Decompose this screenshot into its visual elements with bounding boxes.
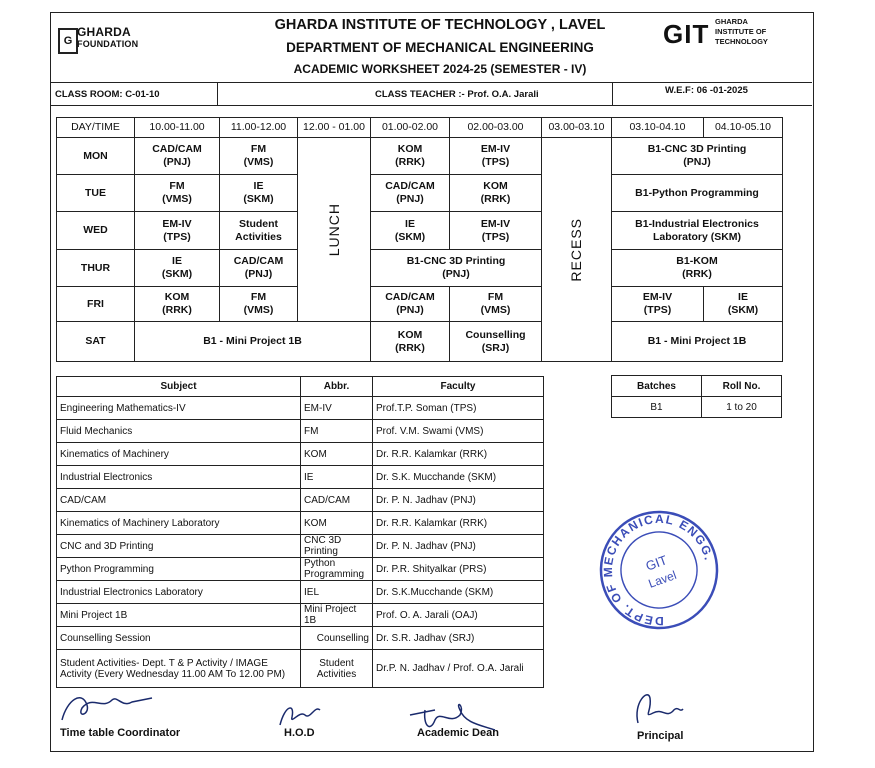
roll-no-header: Roll No. — [702, 376, 782, 397]
timetable-cell — [135, 138, 220, 175]
cell-faculty: (RRK) — [480, 193, 511, 205]
table-row — [57, 397, 544, 420]
stamp-ring-text: DEPT. OF MECHANICAL ENGG. — [600, 511, 717, 629]
timetable-cell — [450, 287, 542, 322]
git-logo-line1: GHARDA — [715, 17, 748, 26]
day-label: WED — [57, 212, 135, 250]
coordinator-label: Time table Coordinator — [60, 727, 181, 739]
stamp-center-lavel: Lavel — [646, 567, 679, 591]
timetable-row-wed — [57, 212, 783, 250]
cell-faculty: (VMS) — [162, 193, 192, 205]
table-row — [57, 558, 544, 581]
table-row — [57, 535, 544, 558]
subject-faculty: Dr. S.R. Jadhav (SRJ) — [373, 627, 544, 650]
cell-subject: IE — [405, 217, 415, 230]
subject-name: CNC and 3D Printing — [57, 535, 301, 558]
timetable-row-thur — [57, 250, 783, 287]
cell-faculty: (PNJ) — [396, 193, 424, 205]
timetable-row-sat — [57, 322, 783, 362]
timetable-cell — [371, 322, 450, 362]
timetable-cell — [220, 212, 298, 250]
cell-subject: KOM — [164, 291, 190, 303]
cell-faculty: (PNJ) — [396, 304, 424, 316]
timetable-cell — [371, 175, 450, 212]
slot-header: 03.00-03.10 — [542, 118, 612, 138]
timetable-cell — [371, 287, 450, 322]
timetable-cell — [135, 322, 371, 362]
slot-header: 12.00 - 01.00 — [298, 118, 371, 138]
cell-faculty: (TPS) — [481, 156, 510, 168]
svg-text:DEPT. OF MECHANICAL ENGG. — [592, 505, 727, 635]
cell-subject: FM — [487, 291, 504, 303]
recess-cell — [542, 138, 612, 362]
subject-abbr: FM — [301, 420, 373, 443]
timetable-cell — [220, 250, 298, 287]
timetable-cell — [612, 138, 783, 175]
subject-faculty: Dr. P.R. Shityalkar (PRS) — [373, 558, 544, 581]
subject-abbr: Python Programming — [304, 558, 365, 580]
table-row — [57, 512, 544, 535]
abbr-header: Abbr. — [301, 377, 373, 397]
cell-faculty: (TPS) — [643, 304, 672, 316]
timetable-cell — [220, 287, 298, 322]
batch-table — [611, 375, 782, 418]
subject-faculty: Prof. O. A. Jarali (OAJ) — [373, 604, 544, 627]
subject-abbr-cell — [301, 604, 373, 627]
timetable-header-row — [57, 118, 783, 138]
cell-faculty: (TPS) — [481, 230, 510, 243]
lunch-cell — [298, 138, 371, 322]
timetable-cell — [220, 138, 298, 175]
cell-faculty: (VMS) — [480, 304, 511, 316]
subject-name: Kinematics of Machinery Laboratory — [57, 512, 301, 535]
hod-label: H.O.D — [284, 727, 315, 739]
subject-abbr-cell — [301, 558, 373, 581]
slot-header: 02.00-03.00 — [450, 118, 542, 138]
subject-name: CAD/CAM — [57, 489, 301, 512]
subject-name: Python Programming — [57, 558, 301, 581]
cell-subject: EM-IV — [642, 291, 673, 303]
day-time-header: DAY/TIME — [57, 118, 135, 138]
table-row — [57, 627, 544, 650]
table-row — [57, 443, 544, 466]
table-row — [57, 466, 544, 489]
cell-faculty: (SRJ) — [481, 341, 510, 354]
cell-faculty: (PNJ) — [244, 268, 273, 280]
subject-abbr: CNC 3D Printing — [304, 535, 342, 557]
day-label: THUR — [57, 250, 135, 287]
table-row — [57, 420, 544, 443]
cell-faculty: (RRK) — [162, 304, 192, 316]
cell-subject: IE — [738, 291, 748, 303]
cell-faculty: (RRK) — [682, 268, 712, 280]
subject-name: Kinematics of Machinery — [57, 443, 301, 466]
subject-name: Counselling Session — [57, 627, 301, 650]
department-stamp — [592, 505, 727, 635]
git-logo-line2: INSTITUTE OF — [715, 27, 767, 36]
cell-faculty: (SKM) — [727, 304, 759, 316]
table-row — [57, 604, 544, 627]
timetable-cell — [220, 175, 298, 212]
table-row — [612, 397, 782, 418]
cell-subject: B1-Python Programming — [635, 186, 759, 199]
principal-signature — [628, 683, 688, 733]
subject-abbr: Student Activities — [301, 650, 373, 688]
cell-subject: B1-KOM — [676, 255, 718, 267]
subject-faculty: Dr.P. N. Jadhav / Prof. O.A. Jarali — [373, 650, 544, 688]
timetable-row-tue — [57, 175, 783, 212]
subject-name: Mini Project 1B — [57, 604, 301, 627]
subject-name: Fluid Mechanics — [57, 420, 301, 443]
subject-abbr-cell — [301, 535, 373, 558]
cell-faculty: (RRK) — [395, 341, 425, 354]
cell-subject: KOM — [397, 328, 423, 341]
info-separator — [217, 82, 218, 106]
batch-roll: 1 to 20 — [702, 397, 782, 418]
recess-label: RECESS — [568, 217, 584, 282]
cell-subject: FM — [169, 180, 185, 192]
cell-faculty: (TPS) — [163, 230, 191, 243]
info-separator — [612, 82, 613, 106]
batch-table-header — [612, 376, 782, 397]
cell-subject: B1-CNC 3D Printing — [647, 143, 747, 155]
timetable-cell — [612, 322, 783, 362]
gharda-foundation-logo — [58, 25, 139, 54]
subject-faculty: Dr. S.K.Mucchande (SKM) — [373, 581, 544, 604]
slot-header: 01.00-02.00 — [371, 118, 450, 138]
cell-subject: B1 - Mini Project 1B — [647, 335, 747, 347]
timetable-cell — [450, 322, 542, 362]
timetable-cell — [612, 287, 704, 322]
slot-header: 11.00-12.00 — [220, 118, 298, 138]
timetable-cell — [135, 287, 220, 322]
subject-abbr: KOM — [301, 512, 373, 535]
cell-subject: CAD/CAM — [152, 143, 202, 155]
cell-subject: EM-IV — [162, 217, 192, 230]
subject-faculty: Dr. P. N. Jadhav (PNJ) — [373, 535, 544, 558]
timetable-cell — [135, 212, 220, 250]
class-room: CLASS ROOM: C-01-10 — [55, 89, 160, 100]
subject-abbr: Mini Project 1B — [304, 604, 357, 626]
day-label: FRI — [57, 287, 135, 322]
cell-faculty: (PNJ) — [683, 156, 711, 168]
timetable-cell — [450, 175, 542, 212]
dean-label: Academic Dean — [417, 727, 499, 739]
timetable-cell — [704, 287, 783, 322]
cell-faculty: (RRK) — [395, 156, 425, 168]
institute-title: GHARDA INSTITUTE OF TECHNOLOGY , LAVEL — [274, 17, 606, 33]
day-label: TUE — [57, 175, 135, 212]
cell-subject: FM — [250, 143, 267, 155]
faculty-header: Faculty — [373, 377, 544, 397]
info-divider — [50, 105, 812, 106]
gharda-logo-text: GHARDA — [77, 25, 131, 39]
slot-header: 03.10-04.10 — [612, 118, 704, 138]
git-logo — [663, 15, 783, 55]
cell-subject: KOM — [397, 143, 423, 155]
timetable — [56, 117, 783, 362]
timetable-cell — [612, 250, 783, 287]
timetable-row-mon — [57, 138, 783, 175]
subject-faculty: Prof. V.M. Swami (VMS) — [373, 420, 544, 443]
subject-table-header — [57, 377, 544, 397]
lunch-label: LUNCH — [325, 202, 342, 257]
timetable-cell — [450, 138, 542, 175]
cell-subject: Counselling — [465, 328, 526, 341]
subject-abbr: IE — [301, 466, 373, 489]
subject-faculty: Dr. P. N. Jadhav (PNJ) — [373, 489, 544, 512]
stamp-center-git: GIT — [643, 552, 670, 574]
timetable-cell — [135, 175, 220, 212]
table-row — [57, 489, 544, 512]
stamp-graphic — [592, 505, 727, 635]
cell-subject: IE — [172, 255, 182, 267]
cell-faculty: (VMS) — [243, 304, 274, 316]
subject-table — [56, 376, 544, 688]
timetable-cell — [612, 175, 783, 212]
timetable-row-fri — [57, 287, 783, 322]
cell-subject: B1 - Mini Project 1B — [203, 335, 302, 347]
git-logo-line3: TECHNOLOGY — [715, 37, 768, 46]
subject-faculty: Dr. R.R. Kalamkar (RRK) — [373, 443, 544, 466]
cell-subject: KOM — [483, 180, 508, 192]
header-divider — [50, 82, 812, 83]
subject-faculty: Dr. R.R. Kalamkar (RRK) — [373, 512, 544, 535]
subject-faculty: Dr. S.K. Mucchande (SKM) — [373, 466, 544, 489]
department-title: DEPARTMENT OF MECHANICAL ENGINEERING — [286, 40, 594, 55]
timetable-cell — [450, 212, 542, 250]
cell-faculty: (SKM) — [394, 230, 426, 243]
subject-name: Industrial Electronics — [57, 466, 301, 489]
subject-abbr: Counselling — [301, 627, 373, 650]
subject-name: Industrial Electronics Laboratory — [57, 581, 301, 604]
subject-abbr: KOM — [301, 443, 373, 466]
batch-name: B1 — [612, 397, 702, 418]
cell-faculty: Activities — [235, 230, 282, 243]
cell-subject: IE — [253, 180, 264, 192]
cell-subject: CAD/CAM — [233, 255, 284, 267]
gharda-logo-mark: G — [58, 28, 78, 54]
git-logo-mark: GIT — [663, 19, 710, 49]
subject-abbr: IEL — [301, 581, 373, 604]
slot-header: 10.00-11.00 — [135, 118, 220, 138]
cell-faculty: (PNJ) — [163, 156, 191, 168]
coordinator-signature — [52, 680, 162, 730]
class-teacher: CLASS TEACHER :- Prof. O.A. Jarali — [375, 89, 539, 100]
wef-date: W.E.F: 06 -01-2025 — [665, 85, 748, 96]
subject-abbr: CAD/CAM — [301, 489, 373, 512]
foundation-logo-text: FOUNDATION — [77, 39, 139, 49]
cell-faculty: (SKM) — [161, 268, 193, 280]
batches-header: Batches — [612, 376, 702, 397]
subject-name: Engineering Mathematics-IV — [57, 397, 301, 420]
subject-name: Student Activities- Dept. T & P Activity / IMAGE Activity (Every Wednesday 11.00 AM To 12.00 PM) — [57, 650, 301, 688]
timetable-cell — [371, 138, 450, 175]
cell-faculty: (SKM) — [243, 193, 274, 205]
cell-subject: B1-CNC 3D Printing — [406, 255, 506, 267]
subject-faculty: Prof.T.P. Soman (TPS) — [373, 397, 544, 420]
principal-label: Principal — [637, 730, 684, 742]
day-label: MON — [57, 138, 135, 175]
timetable-cell — [371, 212, 450, 250]
timetable-cell — [371, 250, 542, 287]
cell-faculty: (PNJ) — [442, 268, 470, 280]
worksheet-title: ACADEMIC WORKSHEET 2024-25 (SEMESTER - IV) — [293, 62, 587, 76]
slot-header: 04.10-05.10 — [704, 118, 783, 138]
timetable-cell — [612, 212, 783, 250]
day-label: SAT — [57, 322, 135, 362]
subject-abbr: EM-IV — [301, 397, 373, 420]
cell-subject: CAD/CAM — [385, 291, 435, 303]
cell-subject: EM-IV — [480, 217, 511, 230]
cell-subject: CAD/CAM — [385, 180, 435, 192]
cell-faculty: Laboratory (SKM) — [652, 230, 742, 243]
cell-subject: EM-IV — [480, 143, 511, 155]
timetable-cell — [135, 250, 220, 287]
cell-faculty: (VMS) — [243, 156, 274, 168]
subject-header: Subject — [57, 377, 301, 397]
cell-subject: B1-Industrial Electronics — [635, 217, 759, 230]
table-row — [57, 581, 544, 604]
cell-subject: FM — [250, 291, 267, 303]
cell-subject: Student — [238, 217, 279, 230]
